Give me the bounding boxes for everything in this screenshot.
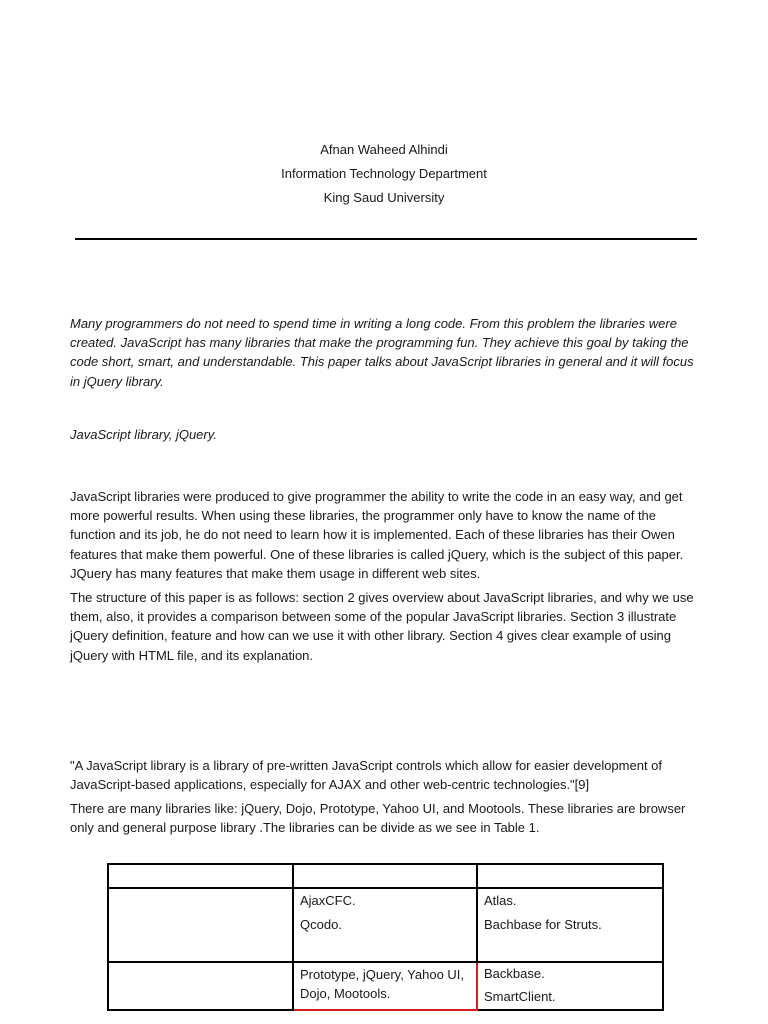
table-row [108,962,663,1010]
author-university: King Saud University [323,190,445,205]
library-list: Prototype, jQuery, Yahoo UI, Dojo, Mootools. [300,967,465,1001]
author-department: Information Technology Department [281,166,487,181]
abstract-text: Many programmers do not need to spend time in writing a long code. From this problem the libraries were created. JavaScript has many libraries that make the programming fun. They achieve this goal by taking the code short, smart, and understandable. This paper talks about JavaScript libraries in general and it will focus in jQuery library. [70,316,694,389]
table-cell [108,962,293,1010]
table-header-row [108,864,663,888]
intro-paragraph-1: JavaScript libraries were produced to give programmer the ability to write the code in an easy way, and get more powerful results. When using these libraries, the programmer only have to know the name of the function and its job, he do not need to learn how it is implemented. Each of these libraries has their Owen features that make them powerful. One of these libraries is called jQuery, which is the subject of this paper. JQuery has many features that make them usage in different web sites. [70,489,684,581]
table-header-cell [108,864,293,888]
libraries-paragraph: There are many libraries like: jQuery, Dojo, Prototype, Yahoo UI, and Mootools. These libraries are browser only and general purpose library .The libraries can be divide as we see in Table 1. [70,801,686,836]
library-name: Qcodo. [300,917,342,932]
library-name: AjaxCFC. [300,893,356,908]
author-block [0,138,768,210]
libraries-table [107,863,664,1011]
author-name: Afnan Waheed Alhindi [320,142,448,157]
table-cell [108,888,293,962]
intro-paragraph-2: The structure of this paper is as follows: section 2 gives overview about JavaScript libraries, and why we use them, also, it provides a comparison between some of the popular JavaScript libraries. Section 3 illustrate jQuery definition, feature and how can we use it with other library. Section 4 gives clear example of using jQuery with HTML file, and its explanation. [70,590,694,663]
table-cell [477,888,663,962]
table-cell [293,888,477,962]
library-name: Backbase. [484,966,545,981]
library-name: Bachbase for Struts. [484,917,602,932]
library-name: Atlas. [484,893,517,908]
definition-quote: "A JavaScript library is a library of pre-written JavaScript controls which allow for easier development of JavaScript-based applications, especially for AJAX and other web-centric technologies."[9] [70,758,663,793]
table-header-cell [293,864,477,888]
table-cell [477,962,663,1010]
keywords-text: JavaScript library, jQuery. [70,427,217,442]
library-name: SmartClient. [484,989,556,1004]
table-cell-highlighted [293,962,477,1010]
table-header-cell [477,864,663,888]
table-row [108,888,663,962]
horizontal-divider [75,238,697,240]
